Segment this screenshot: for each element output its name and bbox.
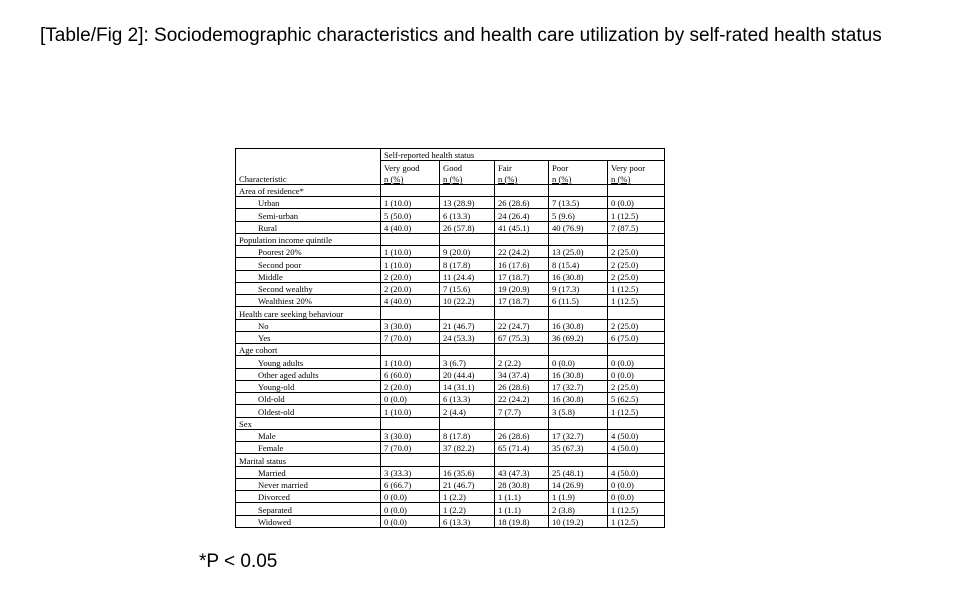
table-cell: 2 (4.4) — [440, 405, 495, 417]
section-empty-cell — [440, 454, 495, 466]
table-cell: 2 (20.0) — [381, 282, 440, 294]
table-cell: 0 (0.0) — [549, 356, 608, 368]
table-row — [236, 478, 665, 490]
table-cell: 4 (40.0) — [381, 295, 440, 307]
row-label: Second wealthy — [236, 282, 381, 294]
table-cell: 1 (12.5) — [608, 295, 665, 307]
health-status-table — [235, 148, 665, 528]
table-row — [236, 197, 665, 209]
row-label: Young adults — [236, 356, 381, 368]
table-cell: 41 (45.1) — [495, 221, 549, 233]
row-label: Yes — [236, 331, 381, 343]
table-cell: 1 (10.0) — [381, 356, 440, 368]
table-cell: 2 (20.0) — [381, 270, 440, 282]
table-cell: 6 (11.5) — [549, 295, 608, 307]
table-cell: 7 (7.7) — [495, 405, 549, 417]
row-label: Second poor — [236, 258, 381, 270]
table-row — [236, 246, 665, 258]
table-cell: 3 (5.8) — [549, 405, 608, 417]
section-empty-cell — [381, 184, 440, 196]
section-empty-cell — [495, 307, 549, 319]
table-cell: 13 (28.9) — [440, 197, 495, 209]
section-empty-cell — [608, 307, 665, 319]
section-empty-cell — [608, 417, 665, 429]
table-cell: 7 (70.0) — [381, 442, 440, 454]
table-group-header-row — [236, 149, 665, 161]
table-cell: 1 (12.5) — [608, 405, 665, 417]
table-cell: 0 (0.0) — [608, 368, 665, 380]
section-empty-cell — [381, 233, 440, 245]
table-cell: 22 (24.2) — [495, 246, 549, 258]
section-empty-cell — [495, 233, 549, 245]
table-cell: 9 (20.0) — [440, 246, 495, 258]
table-column-header-row — [236, 161, 665, 173]
table-cell: 36 (69.2) — [549, 331, 608, 343]
table-cell: 2 (25.0) — [608, 319, 665, 331]
table-cell: 2 (25.0) — [608, 246, 665, 258]
table-cell: 4 (50.0) — [608, 442, 665, 454]
row-label: Female — [236, 442, 381, 454]
table-cell: 16 (30.8) — [549, 270, 608, 282]
table-cell: 2 (20.0) — [381, 380, 440, 392]
unit-label: n (%) — [381, 173, 440, 185]
table-cell: 1 (10.0) — [381, 197, 440, 209]
table-cell: 26 (57.8) — [440, 221, 495, 233]
table-cell: 25 (48.1) — [549, 466, 608, 478]
table-cell: 8 (17.8) — [440, 429, 495, 441]
section-empty-cell — [495, 417, 549, 429]
table-row — [236, 319, 665, 331]
table-cell: 4 (50.0) — [608, 466, 665, 478]
table-row — [236, 515, 665, 527]
section-empty-cell — [495, 184, 549, 196]
table-row — [236, 221, 665, 233]
table-cell: 1 (12.5) — [608, 503, 665, 515]
section-empty-cell — [495, 344, 549, 356]
row-label: Wealthiest 20% — [236, 295, 381, 307]
table-cell: 1 (10.0) — [381, 246, 440, 258]
table-cell: 2 (25.0) — [608, 258, 665, 270]
table-cell: 1 (1.9) — [549, 491, 608, 503]
section-empty-cell — [440, 233, 495, 245]
table-cell: 1 (2.2) — [440, 491, 495, 503]
table-cell: 28 (30.8) — [495, 478, 549, 490]
table-section-row — [236, 344, 665, 356]
column-header-very-poor: Very poor — [608, 161, 665, 173]
table-row — [236, 442, 665, 454]
table-cell: 1 (10.0) — [381, 258, 440, 270]
table-row — [236, 356, 665, 368]
table-cell: 0 (0.0) — [381, 491, 440, 503]
table-cell: 22 (24.7) — [495, 319, 549, 331]
table-cell: 10 (19.2) — [549, 515, 608, 527]
table-cell: 0 (0.0) — [608, 478, 665, 490]
column-header-fair: Fair — [495, 161, 549, 173]
table-cell: 43 (47.3) — [495, 466, 549, 478]
unit-label: n (%) — [495, 173, 549, 185]
table-cell: 21 (46.7) — [440, 478, 495, 490]
row-label: Widowed — [236, 515, 381, 527]
table-cell: 17 (32.7) — [549, 429, 608, 441]
table-cell: 1 (12.5) — [608, 515, 665, 527]
section-empty-cell — [549, 233, 608, 245]
section-label: Population income quintile — [236, 233, 381, 245]
table-cell: 6 (60.0) — [381, 368, 440, 380]
row-label: Old-old — [236, 393, 381, 405]
section-empty-cell — [381, 344, 440, 356]
table-cell: 11 (24.4) — [440, 270, 495, 282]
table-cell: 14 (31.1) — [440, 380, 495, 392]
section-empty-cell — [549, 344, 608, 356]
table-row — [236, 503, 665, 515]
table-cell: 16 (17.6) — [495, 258, 549, 270]
table-unit-row — [236, 173, 665, 185]
section-empty-cell — [381, 417, 440, 429]
table-row — [236, 368, 665, 380]
row-label: Separated — [236, 503, 381, 515]
table-cell: 3 (33.3) — [381, 466, 440, 478]
table-cell: 17 (18.7) — [495, 295, 549, 307]
table-cell: 0 (0.0) — [381, 515, 440, 527]
table-cell: 5 (9.6) — [549, 209, 608, 221]
row-label: Young-old — [236, 380, 381, 392]
row-label: Urban — [236, 197, 381, 209]
row-label: Married — [236, 466, 381, 478]
unit-label: n (%) — [549, 173, 608, 185]
unit-label: n (%) — [440, 173, 495, 185]
group-header: Self-reported health status — [381, 149, 665, 161]
section-empty-cell — [608, 344, 665, 356]
column-header-very-good: Very good — [381, 161, 440, 173]
table-cell: 3 (30.0) — [381, 319, 440, 331]
row-label: Poorest 20% — [236, 246, 381, 258]
row-label: Other aged adults — [236, 368, 381, 380]
table-cell: 6 (66.7) — [381, 478, 440, 490]
table-section-row — [236, 184, 665, 196]
row-label: No — [236, 319, 381, 331]
table-cell: 1 (12.5) — [608, 209, 665, 221]
table-cell: 3 (30.0) — [381, 429, 440, 441]
table-cell: 18 (19.8) — [495, 515, 549, 527]
unit-label: n (%) — [608, 173, 665, 185]
section-label: Marital status — [236, 454, 381, 466]
table-cell: 26 (28.6) — [495, 429, 549, 441]
table-cell: 1 (10.0) — [381, 405, 440, 417]
table-cell: 67 (75.3) — [495, 331, 549, 343]
section-empty-cell — [549, 307, 608, 319]
table-cell: 0 (0.0) — [608, 491, 665, 503]
table-section-row — [236, 307, 665, 319]
section-label: Age cohort — [236, 344, 381, 356]
table-row — [236, 405, 665, 417]
section-empty-cell — [549, 417, 608, 429]
table-cell: 20 (44.4) — [440, 368, 495, 380]
characteristic-header: Characteristic — [236, 173, 381, 185]
table-cell: 0 (0.0) — [381, 393, 440, 405]
section-empty-cell — [440, 344, 495, 356]
section-empty-cell — [440, 184, 495, 196]
table-cell: 2 (3.8) — [549, 503, 608, 515]
table-cell: 1 (2.2) — [440, 503, 495, 515]
table-row — [236, 429, 665, 441]
table-row — [236, 282, 665, 294]
row-label: Oldest-old — [236, 405, 381, 417]
header-empty-cell — [236, 161, 381, 173]
section-label: Health care seeking behaviour — [236, 307, 381, 319]
table-cell: 34 (37.4) — [495, 368, 549, 380]
table-row — [236, 380, 665, 392]
table-cell: 24 (53.3) — [440, 331, 495, 343]
table-cell: 24 (26.4) — [495, 209, 549, 221]
table-cell: 9 (17.3) — [549, 282, 608, 294]
table-row — [236, 466, 665, 478]
table-row — [236, 331, 665, 343]
table-cell: 7 (87.5) — [608, 221, 665, 233]
table-row — [236, 270, 665, 282]
section-empty-cell — [608, 454, 665, 466]
row-label: Divorced — [236, 491, 381, 503]
table-cell: 35 (67.3) — [549, 442, 608, 454]
table-cell: 0 (0.0) — [608, 197, 665, 209]
table-cell: 16 (35.6) — [440, 466, 495, 478]
table-cell: 6 (13.3) — [440, 209, 495, 221]
table-cell: 4 (40.0) — [381, 221, 440, 233]
table-cell: 0 (0.0) — [381, 503, 440, 515]
table-cell: 22 (24.2) — [495, 393, 549, 405]
table-cell: 7 (70.0) — [381, 331, 440, 343]
section-empty-cell — [440, 307, 495, 319]
table-cell: 6 (13.3) — [440, 515, 495, 527]
section-empty-cell — [381, 454, 440, 466]
section-empty-cell — [549, 454, 608, 466]
table-row — [236, 393, 665, 405]
table-cell: 2 (25.0) — [608, 270, 665, 282]
table-cell: 1 (12.5) — [608, 282, 665, 294]
table-cell: 1 (1.1) — [495, 503, 549, 515]
table-cell: 17 (18.7) — [495, 270, 549, 282]
row-label: Middle — [236, 270, 381, 282]
section-empty-cell — [549, 184, 608, 196]
table-section-row — [236, 417, 665, 429]
table-cell: 6 (13.3) — [440, 393, 495, 405]
column-header-poor: Poor — [549, 161, 608, 173]
table-cell: 37 (82.2) — [440, 442, 495, 454]
row-label: Semi-urban — [236, 209, 381, 221]
table-cell: 13 (25.0) — [549, 246, 608, 258]
section-empty-cell — [608, 184, 665, 196]
section-empty-cell — [608, 233, 665, 245]
table-cell: 3 (6.7) — [440, 356, 495, 368]
table-row — [236, 491, 665, 503]
section-empty-cell — [440, 417, 495, 429]
table-row — [236, 258, 665, 270]
table-cell: 26 (28.6) — [495, 380, 549, 392]
header-empty-cell — [236, 149, 381, 161]
table-cell: 8 (15.4) — [549, 258, 608, 270]
table-cell: 1 (1.1) — [495, 491, 549, 503]
row-label: Never married — [236, 478, 381, 490]
table-cell: 10 (22.2) — [440, 295, 495, 307]
table-section-row — [236, 454, 665, 466]
row-label: Male — [236, 429, 381, 441]
table-cell: 8 (17.8) — [440, 258, 495, 270]
table-cell: 26 (28.6) — [495, 197, 549, 209]
section-label: Area of residence* — [236, 184, 381, 196]
table-cell: 14 (26.9) — [549, 478, 608, 490]
table-cell: 21 (46.7) — [440, 319, 495, 331]
column-header-good: Good — [440, 161, 495, 173]
table-cell: 19 (20.9) — [495, 282, 549, 294]
table-cell: 7 (13.5) — [549, 197, 608, 209]
table-row — [236, 209, 665, 221]
table-cell: 40 (76.9) — [549, 221, 608, 233]
table-cell: 5 (50.0) — [381, 209, 440, 221]
table-cell: 2 (25.0) — [608, 380, 665, 392]
table-row — [236, 295, 665, 307]
table-cell: 2 (2.2) — [495, 356, 549, 368]
table-cell: 16 (30.8) — [549, 393, 608, 405]
section-label: Sex — [236, 417, 381, 429]
table-cell: 16 (30.8) — [549, 319, 608, 331]
table-section-row — [236, 233, 665, 245]
table-cell: 5 (62.5) — [608, 393, 665, 405]
footnote: *P < 0.05 — [199, 551, 278, 572]
section-empty-cell — [495, 454, 549, 466]
table-cell: 0 (0.0) — [608, 356, 665, 368]
figure-title: [Table/Fig 2]: Sociodemographic characteristics and health care utilization by self-rated health status — [40, 25, 882, 46]
table-cell: 65 (71.4) — [495, 442, 549, 454]
section-empty-cell — [381, 307, 440, 319]
table-cell: 17 (32.7) — [549, 380, 608, 392]
table-cell: 6 (75.0) — [608, 331, 665, 343]
table-cell: 16 (30.8) — [549, 368, 608, 380]
table-cell: 7 (15.6) — [440, 282, 495, 294]
row-label: Rural — [236, 221, 381, 233]
table-cell: 4 (50.0) — [608, 429, 665, 441]
